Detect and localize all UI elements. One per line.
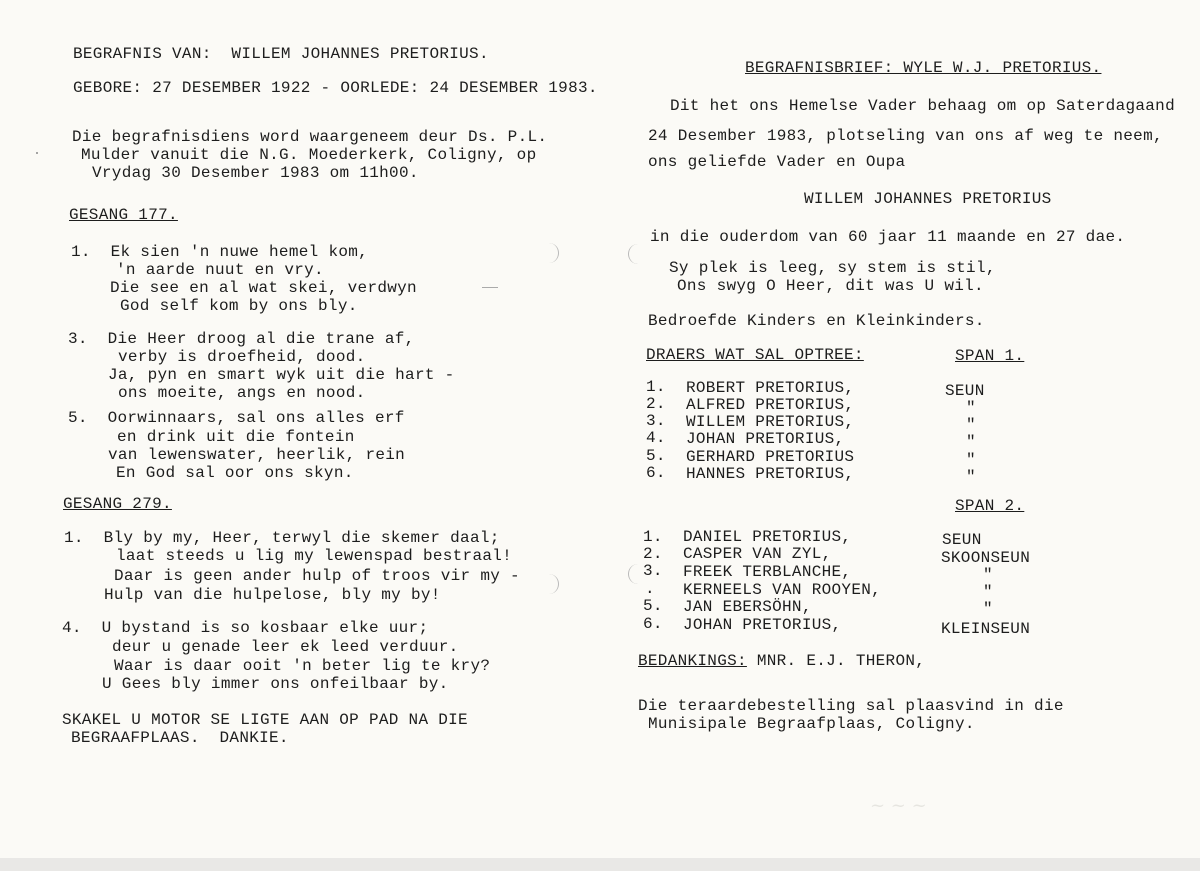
hymn-line: Waar is daar ooit 'n beter lig te kry? [114,657,491,675]
bearer-name: JOHAN PRETORIUS, [683,616,842,634]
bearer-relation: " [983,600,993,618]
service-line: Mulder vanuit die N.G. Moederkerk, Coligny, op [81,146,537,164]
hymn-line: 1. Ek sien 'n nuwe hemel kom, [71,243,369,261]
bearer-relation: " [983,566,993,584]
acknowledgements [638,652,925,670]
letter-title: BEGRAFNISBRIEF: WYLE W.J. PRETORIUS. [745,59,1102,77]
bearer-number: 6. [646,464,666,482]
bearer-name: CASPER VAN ZYL, [683,545,832,563]
closing-notice: BEGRAAFPLAAS. DANKIE. [71,729,289,747]
acknowledgements-label: BEDANKINGS: [638,652,747,670]
bearer-relation: " [966,433,976,451]
bearer-relation: SEUN [945,382,985,400]
hymn-line: Ja, pyn en smart wyk uit die hart - [108,366,455,384]
bearer-number: 4. [646,429,666,447]
bearer-number: 5. [646,447,666,465]
bearer-name: HANNES PRETORIUS, [686,465,855,483]
hymn-line: en drink uit die fontein [117,428,355,446]
bearer-name: ALFRED PRETORIUS, [686,396,855,414]
hymn-line: Daar is geen ander hulp of troos vir my - [114,567,520,585]
punch-hole [544,243,559,263]
hymn-line: verby is droefheid, dood. [118,348,366,366]
closing-notice: SKAKEL U MOTOR SE LIGTE AAN OP PAD NA DIE [62,711,468,729]
punch-hole [544,574,559,594]
intro-line: ons geliefde Vader en Oupa [648,153,906,171]
bearer-relation: " [966,451,976,469]
intro-line: 24 Desember 1983, plotseling van ons af weg te neem, [648,127,1163,145]
scan-edge [0,858,1200,871]
bearer-number: 5. [643,597,663,615]
bearer-relation: " [966,416,976,434]
service-line: Vrydag 30 Desember 1983 om 11h00. [92,164,419,182]
bearer-number: 6. [643,615,663,633]
hymn-line: 1. Bly by my, Heer, terwyl die skemer daal; [64,529,500,547]
bearer-name: DANIEL PRETORIUS, [683,528,852,546]
team-2-heading: SPAN 2. [955,497,1025,515]
punch-hole [628,564,643,584]
stray-dash [482,287,498,288]
hymn-line: ons moeite, angs en nood. [118,384,366,402]
bearer-relation: " [983,583,993,601]
punch-hole [628,244,643,264]
stray-dot [36,152,38,154]
bearers-heading: DRAERS WAT SAL OPTREE: [646,346,864,364]
acknowledgements-value: MNR. E.J. THERON, [746,652,926,670]
hymn-177-title: GESANG 177. [69,206,178,224]
mourners-line: Bedroefde Kinders en Kleinkinders. [648,312,985,330]
bearer-number: 1. [646,378,666,396]
bearer-relation: " [966,399,976,417]
bearer-number: 2. [643,545,663,563]
hymn-line: van lewenswater, heerlik, rein [108,446,406,464]
hymn-line: 3. Die Heer droog al die trane af, [68,330,415,348]
hymn-line: 4. U bystand is so kosbaar elke uur; [62,619,429,637]
birth-death-dates: GEBORE: 27 DESEMBER 1922 - OORLEDE: 24 DESEMBER 1983. [73,79,598,97]
bearer-name: GERHARD PRETORIUS [686,448,855,466]
hymn-line: U Gees bly immer ons onfeilbaar by. [102,675,449,693]
bearer-relation: " [966,468,976,486]
deceased-name: WILLEM JOHANNES PRETORIUS [804,190,1052,208]
hymn-line: God self kom by ons bly. [120,297,358,315]
bearer-number: 3. [643,562,663,580]
hymn-line: Die see en al wat skei, verdwyn [110,279,417,297]
bearer-name: KERNEELS VAN ROOYEN, [683,581,882,599]
hymn-line: deur u genade leer ek leed verduur. [112,638,459,656]
burial-notice: Munisipale Begraafplaas, Coligny. [648,715,975,733]
service-line: Die begrafnisdiens word waargeneem deur Ds. P.L. [72,128,548,146]
burial-notice: Die teraardebestelling sal plaasvind in die [638,697,1064,715]
hymn-line: 5. Oorwinnaars, sal ons alles erf [68,409,405,427]
hymn-line: laat steeds u lig my lewenspad bestraal! [116,547,513,565]
bearer-name: WILLEM PRETORIUS, [686,413,855,431]
team-1-heading: SPAN 1. [955,347,1025,365]
bearer-number: . [645,580,655,598]
bearer-number: 3. [646,412,666,430]
bearer-name: ROBERT PRETORIUS, [686,379,855,397]
poem-line: Ons swyg O Heer, dit was U wil. [677,277,984,295]
poem-line: Sy plek is leeg, sy stem is stil, [669,259,996,277]
funeral-of-heading: BEGRAFNIS VAN: WILLEM JOHANNES PRETORIUS. [73,45,489,63]
bleed-through-mark: ~ ~ ~ [870,795,927,816]
age-line: in die ouderdom van 60 jaar 11 maande en 27 dae. [650,228,1126,246]
hymn-line: 'n aarde nuut en vry. [116,261,324,279]
bearer-number: 1. [643,528,663,546]
hymn-line: En God sal oor ons skyn. [116,464,354,482]
bearer-name: FREEK TERBLANCHE, [683,563,852,581]
bearer-name: JOHAN PRETORIUS, [686,430,845,448]
hymn-line: Hulp van die hulpelose, bly my by! [104,586,441,604]
bearer-relation: KLEINSEUN [941,620,1031,638]
bearer-relation: SEUN [942,531,982,549]
intro-line: Dit het ons Hemelse Vader behaag om op Saterdagaand [670,97,1175,115]
bearer-name: JAN EBERSÖHN, [683,598,812,616]
hymn-279-title: GESANG 279. [63,495,172,513]
bearer-relation: SKOONSEUN [941,549,1031,567]
bearer-number: 2. [646,395,666,413]
